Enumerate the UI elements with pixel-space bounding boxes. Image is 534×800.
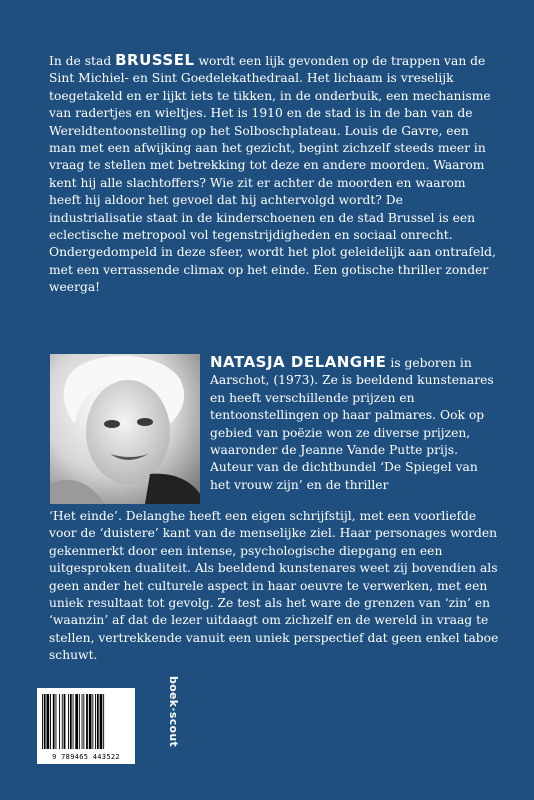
bio-text-bottom: ‘Het einde’. Delanghe heeft een eigen schrijfstijl, met een voorliefde voor de ‘duistere’ kant van de menselijke ziel. Haar personages worden gekenmerkt door een intense, psychologische diepgang en een uitgesproken dualiteit. Als beeldend kunstenares weet zij bovendien als geen ander het culturele aspect in haar oeuvre te verwerken, met een uniek resultaat tot gevolg. Ze test als het ware de grenzen van ‘zin’ en ‘waanzin’ af dat de lezer uitdaagt om zichzelf en de wereld in vraag te stellen, vertrekkende vanuit een uniek perspectief dat geen enkel taboe schuwt. bbox=[49, 509, 499, 663]
barcode-bar bbox=[82, 694, 83, 749]
barcode-bars bbox=[42, 694, 130, 749]
barcode-bar bbox=[95, 694, 96, 749]
barcode-bar bbox=[59, 694, 60, 749]
barcode-bar bbox=[62, 694, 63, 749]
barcode-bar bbox=[103, 694, 104, 749]
barcode-bar bbox=[73, 694, 74, 749]
barcode-bar bbox=[64, 694, 66, 749]
barcode-bar bbox=[47, 694, 50, 749]
barcode-bar bbox=[44, 694, 46, 749]
barcode-bar bbox=[83, 694, 84, 749]
author-portrait-image bbox=[50, 354, 200, 504]
blurb-intro: In de stad bbox=[49, 54, 112, 68]
publisher-name: boek·scout bbox=[167, 676, 180, 748]
barcode-bar bbox=[75, 694, 78, 749]
barcode-bar bbox=[86, 694, 88, 749]
barcode-bar bbox=[70, 694, 72, 749]
barcode-bar bbox=[79, 694, 80, 749]
blurb-text: wordt een lijk gevonden op de trappen van de Sint Michiel- en Sint Goedelekathedraal. Het lichaam is vreselijk toegetakeld en er lijkt iets te tikken, in de onderbuik, een mechanisme van radertjes en wieltjes. Het is 1910 en de stad is in de ban van de Wereldtentoonstelling op het Solboschplateau. Louis de Gavre, een man met een afwijking aan het gezicht, begint zichzelf steeds meer in vraag te stellen met betrekking tot deze en andere moorden. Waarom kent hij alle slachtoffers? Wie zit er achter de moorden en waarom heeft hij aldoor het gevoel dat hij achtervolgd wordt? De industrialisatie staat in de kinderschoenen en de stad Brussel is een eclectische metropool vol tegenstrijdigheden en sociaal onrecht. Ondergedompeld in deze sfeer, wordt het plot geleidelijk aan ontrafeld, met een verrassende climax op het einde. Een gotische thriller zonder weerga! bbox=[49, 54, 496, 295]
barcode-bar bbox=[56, 694, 57, 749]
author-bio-top bbox=[210, 354, 500, 494]
isbn-barcode bbox=[37, 688, 135, 764]
barcode-bar bbox=[50, 694, 51, 749]
barcode-digits: 9 789465 443522 bbox=[52, 753, 120, 761]
barcode-bar bbox=[100, 694, 103, 749]
barcode-bar bbox=[68, 694, 69, 749]
back-cover-blurb bbox=[49, 52, 499, 297]
author-photo bbox=[50, 354, 200, 504]
barcode-bar bbox=[97, 694, 99, 749]
author-name: NATASJA DELANGHE bbox=[210, 353, 387, 371]
publisher-logo bbox=[166, 676, 180, 746]
barcode-bar bbox=[92, 694, 93, 749]
author-bio-bottom bbox=[49, 508, 500, 665]
city-name: BRUSSEL bbox=[115, 51, 195, 69]
barcode-bar bbox=[42, 694, 43, 749]
bio-text-top: is geboren in Aarschot, (1973). Ze is beeldend kunstenares en heeft verschillende prijzen en tentoonstellingen op haar palmares. Ook op gebied van poëzie won ze diverse prijzen, waaronder de Jeanne Vande Putte prijs. Auteur van de dichtbundel ‘De Spiegel van het vrouw zijn’ en de thriller bbox=[210, 356, 494, 492]
barcode-bar bbox=[89, 694, 92, 749]
barcode-bar bbox=[53, 694, 55, 749]
